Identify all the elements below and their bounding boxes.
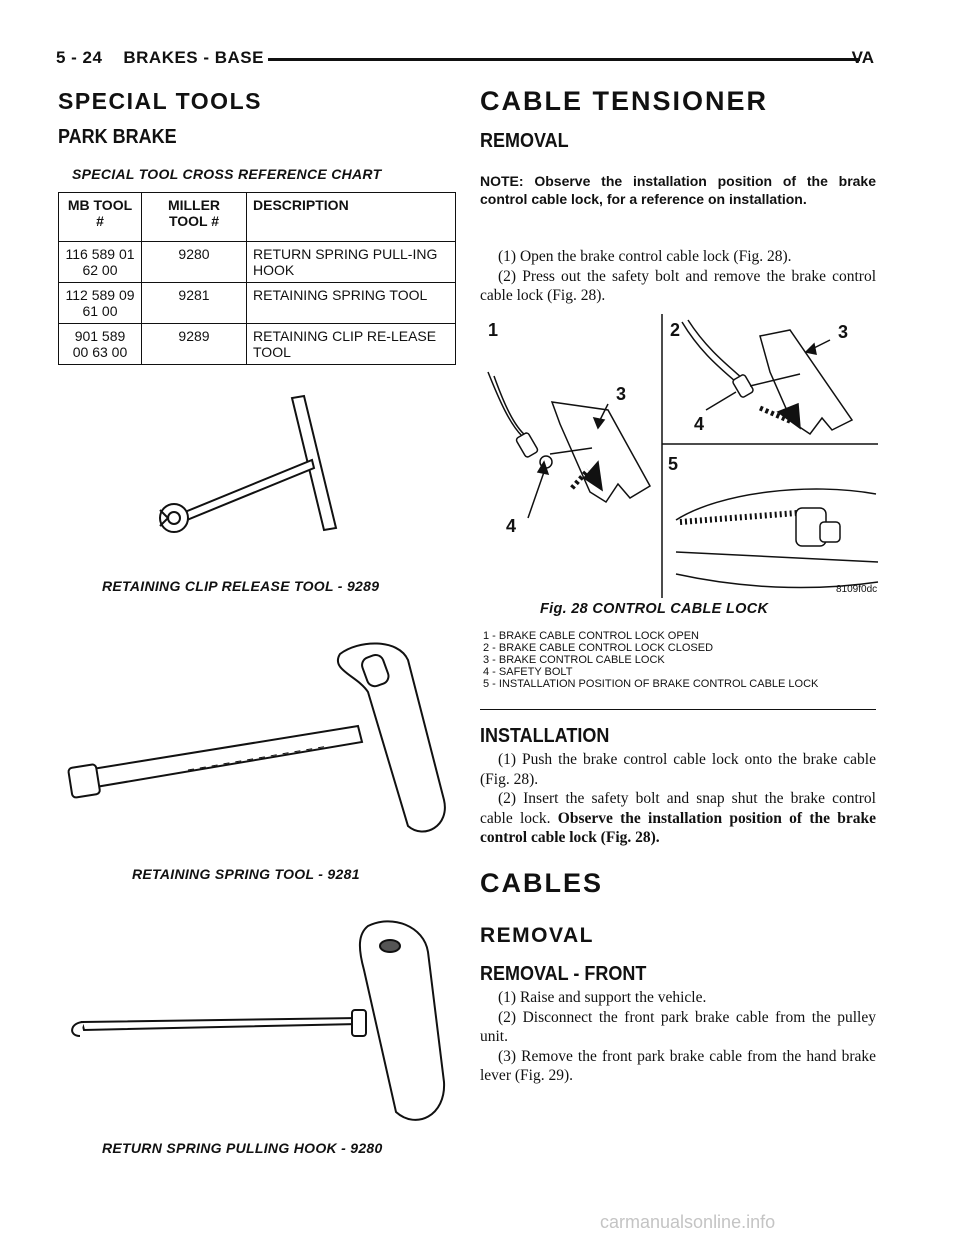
front-step: (2) Disconnect the front park brake cable from the pulley unit. [480,1008,876,1045]
cables-title: CABLES [480,868,604,898]
table-row [59,283,456,324]
legend-item: 1 - BRAKE CABLE CONTROL LOCK OPEN [483,630,699,642]
callout-5: 5 [668,454,679,474]
retaining-clip-release-tool-illustration [140,390,380,570]
description-cell: RETURN SPRING PULL-ING HOOK [247,242,456,283]
figure-code: 8109f0dc [836,584,878,595]
callout-1: 1 [488,320,499,340]
front-removal-steps [480,988,876,1086]
legend-item: 3 - BRAKE CONTROL CABLE LOCK [483,654,665,666]
figure-legend [483,630,875,690]
cross-reference-table [58,192,456,365]
installation-step: (2) Insert the safety bolt and snap shut the brake control cable lock. [480,790,876,827]
callout-2: 2 [670,320,681,340]
mb-tool-cell: 112 589 09 61 00 [59,283,142,324]
note-text: NOTE: Observe the installation position of the brake control cable lock, for a reference on installation. [480,173,876,207]
removal-steps [480,247,876,306]
col-mb-tool: MB TOOL # [59,193,142,242]
watermark: carmanualsonline.info [600,1212,776,1232]
col-miller-tool: MILLER TOOL # [142,193,247,242]
miller-tool-cell: 9280 [142,242,247,283]
hook-caption: RETURN SPRING PULLING HOOK - 9280 [102,1140,383,1156]
front-step: (3) Remove the front park brake cable from the hand brake lever (Fig. 29). [480,1047,876,1084]
legend-item: 4 - SAFETY BOLT [483,666,573,678]
installation-bold-note: Observe the installation position of the brake control cable lock (Fig. 28). [480,809,877,846]
table-header-row [59,193,456,242]
cable-tensioner-title: CABLE TENSIONER [480,86,769,116]
header-rule [268,58,860,61]
col-description: DESCRIPTION [247,193,456,242]
table-row [59,324,456,365]
callout-3: 3 [838,322,849,342]
front-step: (1) Raise and support the vehicle. [498,989,707,1006]
removal-step: (1) Open the brake control cable lock (Fig. 28). [498,248,792,265]
park-brake-heading: PARK BRAKE [58,126,177,148]
legend-item: 5 - INSTALLATION POSITION OF BRAKE CONTROL CABLE LOCK [483,678,819,690]
figure-caption: Fig. 28 CONTROL CABLE LOCK [540,601,769,617]
page-header-right: VA [851,48,874,67]
installation-steps [480,750,876,848]
removal-front-heading: REMOVAL - FRONT [480,963,647,985]
page-header-left: 5 - 24 BRAKES - BASE [56,48,264,67]
callout-4: 4 [694,414,705,434]
removal-heading: REMOVAL [480,130,569,152]
table-row [59,242,456,283]
callout-3: 3 [616,384,627,404]
chart-caption: SPECIAL TOOL CROSS REFERENCE CHART [72,166,382,182]
retaining-spring-tool-illustration [68,620,458,850]
installation-step: (1) Push the brake control cable lock onto the brake cable (Fig. 28). [480,751,876,788]
figure-28-control-cable-lock [480,312,878,602]
installation-heading: INSTALLATION [480,725,610,747]
legend-item: 2 - BRAKE CABLE CONTROL LOCK CLOSED [483,642,714,654]
miller-tool-cell: 9281 [142,283,247,324]
mb-tool-cell: 901 589 00 63 00 [59,324,142,365]
cables-removal-heading: REMOVAL [480,924,594,947]
legend-rule [480,709,876,710]
spring-tool-caption: RETAINING SPRING TOOL - 9281 [132,866,360,882]
miller-tool-cell: 9289 [142,324,247,365]
description-cell: RETAINING SPRING TOOL [247,283,456,324]
removal-step: (2) Press out the safety bolt and remove the brake control cable lock (Fig. 28). [480,267,876,304]
callout-4: 4 [506,516,517,536]
description-cell: RETAINING CLIP RE-LEASE TOOL [247,324,456,365]
return-spring-pulling-hook-illustration [66,912,466,1132]
clip-tool-caption: RETAINING CLIP RELEASE TOOL - 9289 [102,578,380,594]
mb-tool-cell: 116 589 01 62 00 [59,242,142,283]
special-tools-title: SPECIAL TOOLS [58,88,262,114]
